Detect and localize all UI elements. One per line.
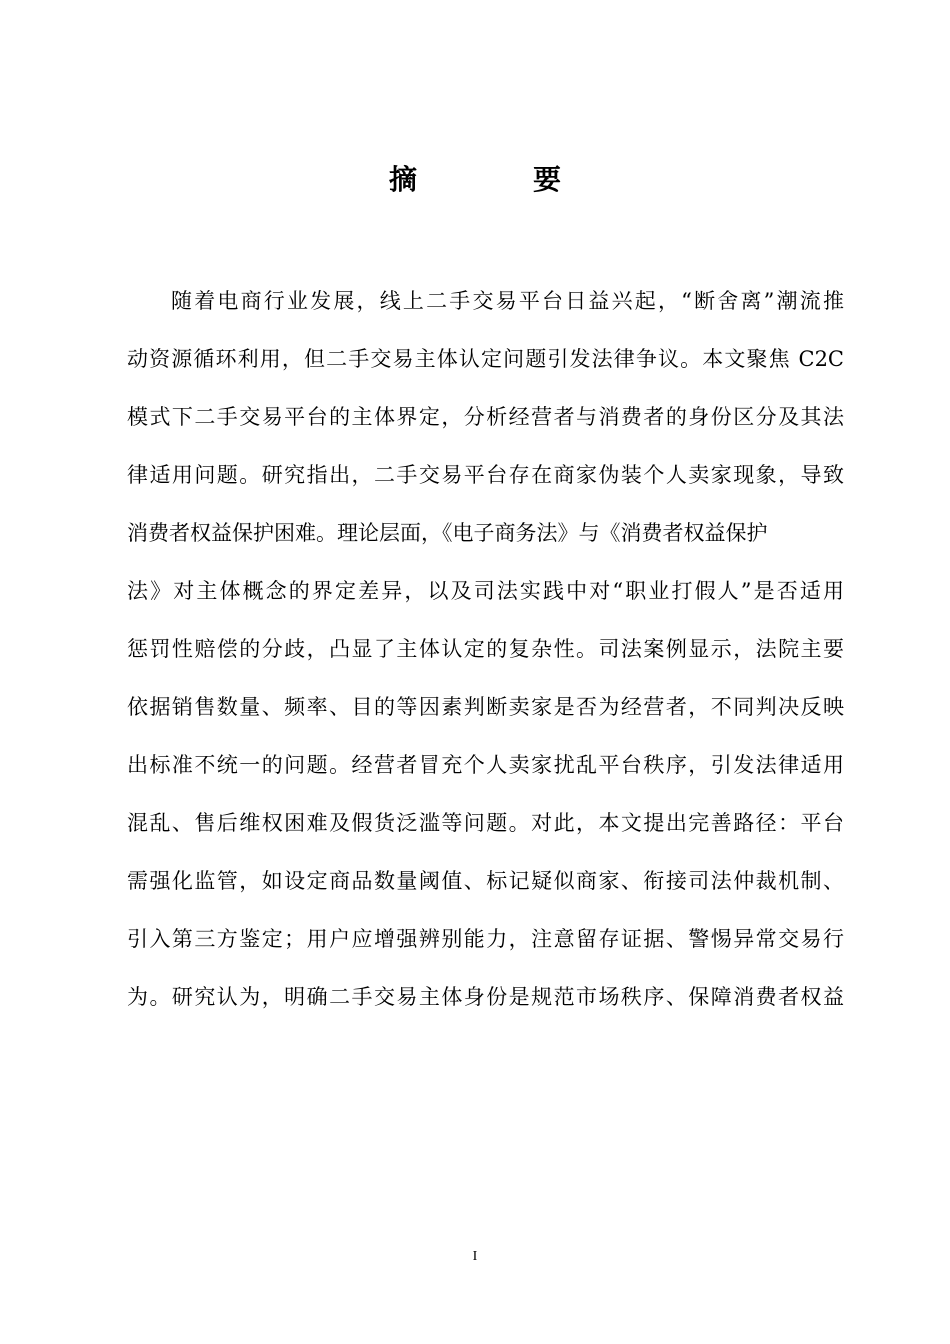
abstract-body [127, 276, 844, 1030]
abstract-line: 律适用问题。研究指出，二手交易平台存在商家伪装个人卖家现象，导致 [127, 463, 844, 487]
abstract-line: 消费者权益保护困难。理论层面，《电子商务法》与《消费者权益保护 [127, 521, 768, 545]
abstract-line: 随着电商行业发展，线上二手交易平台日益兴起，“断舍离”潮流推 [171, 289, 844, 313]
abstract-line: 依据销售数量、频率、目的等因素判断卖家是否为经营者，不同判决反映 [127, 695, 844, 719]
abstract-line: 混乱、售后维权困难及假货泛滥等问题。对此，本文提出完善路径：平台 [127, 811, 844, 835]
abstract-line: 引入第三方鉴定；用户应增强辨别能力，注意留存证据、警惕异常交易行 [127, 927, 844, 951]
abstract-line: 为。研究认为，明确二手交易主体身份是规范市场秩序、保障消费者权益 [127, 985, 844, 1009]
abstract-line: 法》对主体概念的界定差异，以及司法实践中对“职业打假人”是否适用 [127, 579, 844, 603]
abstract-line: 动资源循环利用，但二手交易主体认定问题引发法律争议。本文聚焦 C2C [127, 347, 844, 371]
abstract-line: 惩罚性赔偿的分歧，凸显了主体认定的复杂性。司法案例显示，法院主要 [127, 637, 844, 661]
abstract-title: 摘 要 [388, 163, 605, 196]
abstract-line: 出标准不统一的问题。经营者冒充个人卖家扰乱平台秩序，引发法律适用 [127, 753, 844, 777]
abstract-line: 模式下二手交易平台的主体界定，分析经营者与消费者的身份区分及其法 [127, 405, 844, 429]
abstract-line: 需强化监管，如设定商品数量阈值、标记疑似商家、衔接司法仲裁机制、 [127, 869, 844, 893]
page-number: I [472, 1249, 478, 1264]
